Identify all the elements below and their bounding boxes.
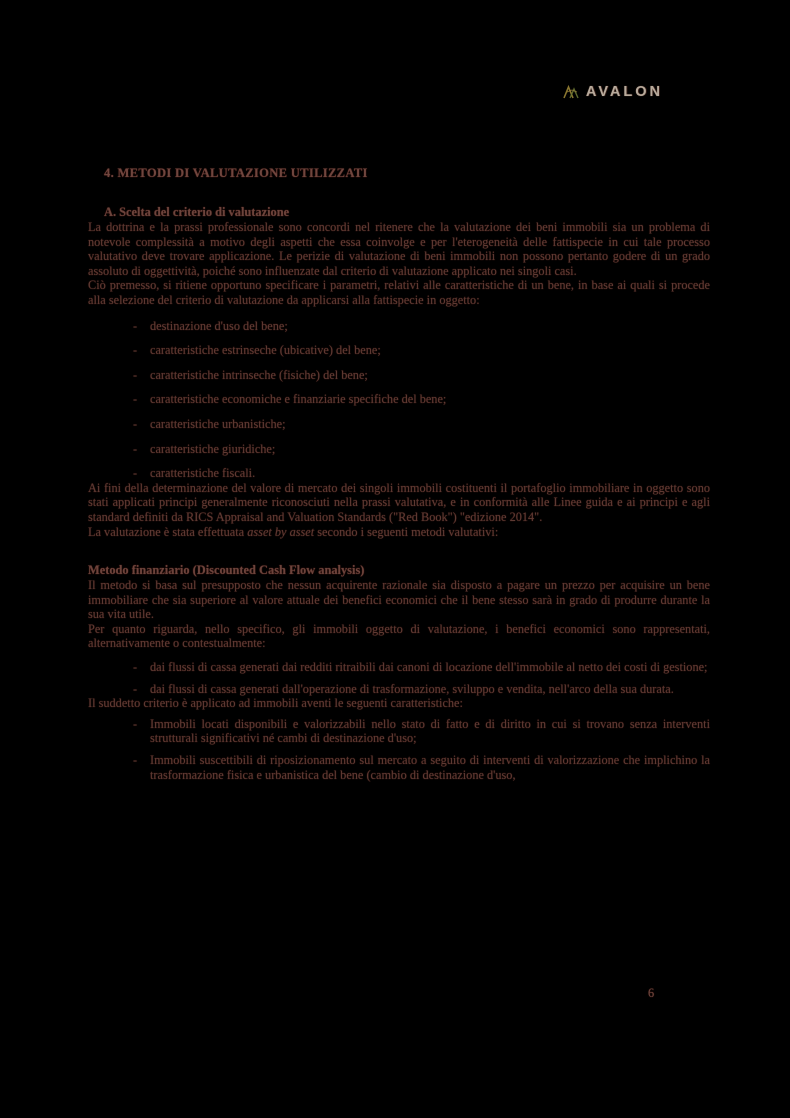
- bullet-dash: -: [133, 681, 138, 696]
- list-item-text: caratteristiche giuridiche;: [150, 441, 276, 456]
- list-item-text: caratteristiche estrinseche (ubicative) del bene;: [150, 343, 381, 358]
- brand-logo: [88, 84, 710, 100]
- list-item-text: dai flussi di cassa generati dall'operazione di trasformazione, sviluppo e vendita, nell'arco della sua durata.: [150, 681, 674, 696]
- list-item: [88, 392, 710, 407]
- paragraph-doctrine: La dottrina e la prassi professionale sono concordi nel ritenere che la valutazione dei beni immobili sia un problema di notevole complessità a motivo degli aspetti che essa coinvolge e per l'eterogeneità delle fattispecie in cui tale processo valutativo deve trovare applicazione. Le perizie di valutazione di beni immobili non possono pertanto godere di un grado assoluto di oggettività, poiché sono influenzate dal criterio di valutazione applicato nei singoli casi.: [88, 220, 710, 278]
- bullet-dash: -: [133, 441, 138, 456]
- list-item: [88, 660, 710, 675]
- bullet-dash: -: [133, 416, 138, 431]
- bullet-dash: -: [133, 343, 138, 358]
- document-body: [88, 166, 710, 782]
- list-item: [88, 466, 710, 481]
- page-number: 6: [648, 986, 655, 1000]
- paragraph-prefix: La valutazione è stata effettuata: [88, 524, 248, 539]
- list-item-text: Immobili suscettibili di riposizionamento sul mercato a seguito di interventi di valorizzazione che implichino la trasformazione fisica e urbanistica del bene (cambio di destinazione d'uso,: [150, 753, 710, 782]
- list-item: [88, 368, 710, 383]
- list-item-text: caratteristiche fiscali.: [150, 466, 256, 481]
- list-item: [88, 442, 710, 457]
- list-item-text: caratteristiche intrinseche (fisiche) del bene;: [150, 367, 368, 382]
- list-item-text: Immobili locati disponibili e valorizzabili nello stato di fatto e di diritto in cui si trovano senza interventi strutturali significativi né cambi di destinazione d'uso;: [150, 716, 710, 746]
- bullet-dash: -: [133, 716, 138, 731]
- paragraph-benefits-intro: Per quanto riguarda, nello specifico, gli immobili oggetto di valutazione, i benefici economici sono rappresentati, alternativamente o contestualmente:: [88, 621, 710, 651]
- list-item-text: dai flussi di cassa generati dai redditi ritraibili dai canoni di locazione dell'immobile al netto dei costi di gestione;: [150, 660, 708, 675]
- paragraph-method-basis: Il metodo si basa sul presupposto che nessun acquirente razionale sia disposto a pagare un prezzo per acquisire un bene immobiliare che sia superiore al valore attuale dei benefici economici che il bene stesso sarà in grado di produrre durante la sua vita utile.: [88, 578, 710, 622]
- logo-wordmark: AVALON: [585, 84, 663, 100]
- list-item-text: destinazione d'uso del bene;: [150, 318, 288, 333]
- list-item-text: caratteristiche urbanistiche;: [150, 416, 286, 431]
- bullet-dash: -: [133, 660, 138, 675]
- bullet-dash: -: [133, 753, 138, 768]
- list-item-text: caratteristiche economiche e finanziarie specifiche del bene;: [150, 392, 447, 407]
- bullet-dash: -: [133, 367, 138, 382]
- characteristics-bullet-list: [88, 717, 710, 782]
- list-item: [88, 417, 710, 432]
- paragraph-asset-by-asset: [88, 525, 710, 540]
- italic-phrase: asset by asset: [247, 524, 315, 539]
- bullet-dash: -: [133, 392, 138, 407]
- criteria-bullet-list: [88, 319, 710, 481]
- paragraph-premise: Ciò premesso, si ritiene opportuno specificare i parametri, relativi alle caratteristiche di un bene, in base ai quali si procede alla selezione del criterio di valutazione da applicarsi alla fattispecie in oggetto:: [88, 278, 710, 307]
- list-item: [88, 717, 710, 746]
- bullet-dash: -: [133, 466, 138, 481]
- method-heading: Metodo finanziario (Discounted Cash Flow analysis): [88, 563, 365, 578]
- bullet-dash: -: [133, 318, 138, 333]
- list-item: [88, 682, 710, 697]
- list-item: [88, 343, 710, 358]
- paragraph-suffix: secondo i seguenti metodi valutativi:: [314, 524, 499, 539]
- avalon-emblem-icon: [563, 85, 582, 100]
- benefits-bullet-list: [88, 660, 710, 696]
- subsection-heading: A. Scelta del criterio di valutazione: [104, 205, 290, 219]
- paragraph-market-value: Ai fini della determinazione del valore di mercato dei singoli immobili costituenti il portafoglio immobiliare in oggetto sono stati applicati principi generalmente riconosciuti nella prassi valutativa, e in conformità alle Linee guida e ai principi e agli standard definiti da RICS Appraisal and Valuation Standards ("Red Book") "edizione 2014".: [88, 480, 710, 524]
- paragraph-criterion-applied: Il suddetto criterio è applicato ad immobili aventi le seguenti caratteristiche:: [88, 696, 463, 711]
- list-item: [88, 753, 710, 782]
- list-item: [88, 319, 710, 334]
- section-title: 4. METODI DI VALUTAZIONE UTILIZZATI: [104, 166, 368, 180]
